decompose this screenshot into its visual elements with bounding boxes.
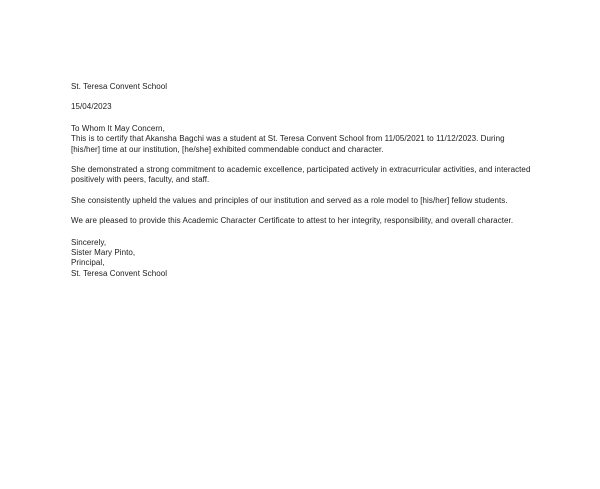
spacer-after-paragraph-1 xyxy=(71,155,533,165)
signature-closing: Sincerely, xyxy=(71,237,107,247)
salutation: To Whom It May Concern, xyxy=(71,123,165,133)
paragraph-text: We are pleased to provide this Academic Character Certificate to attest to her integrity, responsibility, and overall character. xyxy=(71,216,514,226)
paragraph-certification xyxy=(71,134,533,155)
spacer-after-letterhead xyxy=(71,92,533,102)
paragraph-academics xyxy=(71,165,533,186)
spacer-after-date xyxy=(71,113,533,124)
signature-organization: St. Teresa Convent School xyxy=(71,268,168,278)
date-block xyxy=(71,102,533,112)
paragraph-values xyxy=(71,196,533,206)
document-body xyxy=(71,82,533,279)
signature-block xyxy=(71,238,533,280)
paragraph-text: This is to certify that Akansha Bagchi was a student at St. Teresa Convent School from 11/05/2021 to 11/12/2023. During [his/her] time at our institution, [he/she] exhibited commendable conduct and character. xyxy=(71,134,507,154)
salutation-block xyxy=(71,124,533,134)
paragraph-closing-statement xyxy=(71,216,533,226)
spacer-after-paragraph-3 xyxy=(71,206,533,216)
spacer-before-signature xyxy=(71,227,533,238)
letterhead xyxy=(71,82,533,92)
paragraph-text: She consistently upheld the values and principles of our institution and served as a role model to [his/her] fellow students. xyxy=(71,195,508,205)
signature-name: Sister Mary Pinto, xyxy=(71,248,136,258)
letterhead-school-name: St. Teresa Convent School xyxy=(71,82,168,91)
letter-date: 15/04/2023 xyxy=(71,102,112,112)
signature-title: Principal, xyxy=(71,258,105,268)
spacer-after-paragraph-2 xyxy=(71,186,533,196)
paragraph-text: She demonstrated a strong commitment to academic excellence, participated actively in extracurricular activities, and interacted positively with peers, faculty, and staff. xyxy=(71,165,533,185)
